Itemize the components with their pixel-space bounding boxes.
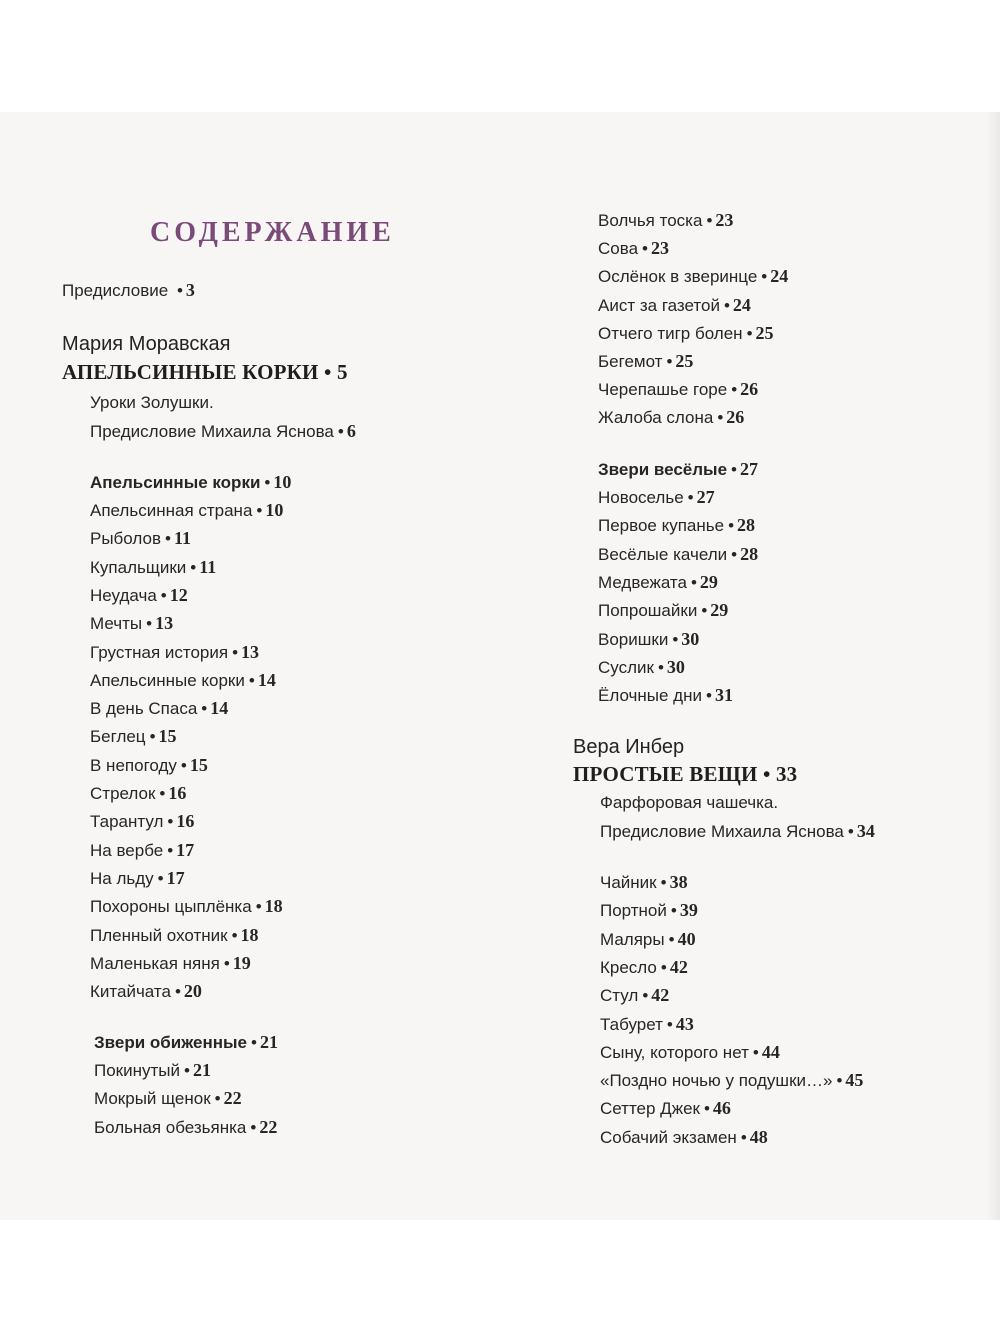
- toc-entry[interactable]: Медвежата • 29: [598, 571, 718, 592]
- toc-entry[interactable]: Бегемот • 25: [598, 351, 694, 371]
- toc-entry[interactable]: В непогоду • 15: [90, 754, 208, 775]
- toc-entry[interactable]: Купальщики • 11: [90, 556, 217, 577]
- toc-entry[interactable]: Черепашье горе • 26: [598, 379, 759, 400]
- toc-entry[interactable]: Маленькая няня • 19: [90, 952, 251, 973]
- toc-entry-preface[interactable]: Предисловие • 3: [62, 280, 195, 300]
- toc-entry[interactable]: Апельсинная страна • 10: [90, 500, 284, 520]
- toc-entry[interactable]: Собачий экзамен • 48: [600, 1126, 768, 1147]
- toc-group-heading[interactable]: Звери весёлые • 27: [598, 459, 758, 479]
- toc-entry[interactable]: Грустная история • 13: [90, 641, 260, 662]
- book-title[interactable]: АПЕЛЬСИННЫЕ КОРКИ • 5: [62, 360, 348, 384]
- toc-entry[interactable]: Тарантул • 16: [90, 811, 195, 832]
- toc-group-heading[interactable]: Апельсинные корки • 10: [90, 472, 292, 492]
- toc-entry[interactable]: Неудача • 12: [90, 584, 188, 605]
- toc-entry[interactable]: Маляры • 40: [600, 928, 696, 949]
- toc-entry[interactable]: Портной • 39: [600, 900, 698, 921]
- book-title[interactable]: ПРОСТЫЕ ВЕЩИ • 33: [573, 762, 798, 786]
- toc-entry[interactable]: На вербе • 17: [90, 839, 195, 860]
- toc-entry[interactable]: В день Спаса • 14: [90, 698, 229, 719]
- toc-entry[interactable]: Весёлые качели • 28: [598, 543, 759, 564]
- toc-entry[interactable]: Волчья тоска • 23: [598, 210, 734, 230]
- toc-entry[interactable]: Сыну, которого нет • 44: [600, 1041, 780, 1062]
- page-edge-shadow: [986, 112, 1000, 1220]
- toc-entry[interactable]: Сова • 23: [598, 238, 669, 259]
- intro-line: Фарфоровая чашечка.: [600, 793, 779, 812]
- toc-entry[interactable]: Первое купанье • 28: [598, 515, 756, 536]
- toc-entry[interactable]: Сеттер Джек • 46: [600, 1098, 731, 1119]
- intro-line: Уроки Золушки.: [90, 393, 214, 412]
- toc-entry[interactable]: Отчего тигр болен • 25: [598, 322, 774, 343]
- toc-entry[interactable]: Кресло • 42: [600, 956, 688, 977]
- toc-entry[interactable]: «Поздно ночью у подушки…» • 45: [600, 1070, 864, 1091]
- toc-entry[interactable]: Похороны цыплёнка • 18: [90, 896, 283, 917]
- toc-entry[interactable]: Больная обезьянка • 22: [94, 1116, 278, 1137]
- toc-entry[interactable]: Новоселье • 27: [598, 487, 715, 507]
- toc-entry[interactable]: Чайник • 38: [600, 872, 688, 892]
- toc-entry[interactable]: Табурет • 43: [600, 1013, 694, 1034]
- toc-entry[interactable]: Стрелок • 16: [90, 783, 187, 803]
- toc-entry[interactable]: Покинутый • 21: [94, 1060, 211, 1080]
- toc-entry[interactable]: Китайчата • 20: [90, 981, 202, 1002]
- toc-entry[interactable]: Ёлочные дни • 31: [598, 685, 733, 706]
- toc-entry-intro[interactable]: Предисловие Михаила Яснова • 34: [600, 821, 875, 841]
- toc-entry[interactable]: Пленный охотник • 18: [90, 924, 259, 945]
- toc-group-heading[interactable]: Звери обиженные • 21: [94, 1032, 278, 1052]
- toc-entry[interactable]: Суслик • 30: [598, 656, 685, 677]
- toc-heading: СОДЕРЖАНИЕ: [150, 216, 395, 248]
- author-name: Вера Инбер: [573, 736, 685, 758]
- toc-entry[interactable]: Апельсинные корки • 14: [90, 669, 276, 690]
- toc-entry[interactable]: Жалоба слона • 26: [598, 407, 745, 428]
- toc-entry[interactable]: Беглец • 15: [90, 726, 177, 747]
- toc-entry[interactable]: Мокрый щенок • 22: [94, 1088, 242, 1109]
- toc-entry[interactable]: Стул • 42: [600, 985, 670, 1006]
- toc-entry[interactable]: Попрошайки • 29: [598, 600, 729, 621]
- toc-entry[interactable]: Мечты • 13: [90, 613, 174, 634]
- toc-entry[interactable]: На льду • 17: [90, 867, 185, 888]
- toc-entry[interactable]: Ослёнок в зверинце • 24: [598, 266, 789, 287]
- toc-entry[interactable]: Рыболов • 11: [90, 528, 191, 549]
- toc-entry-intro[interactable]: Предисловие Михаила Яснова • 6: [90, 421, 356, 441]
- author-name: Мария Моравская: [62, 333, 231, 355]
- toc-entry[interactable]: Воришки • 30: [598, 628, 700, 649]
- toc-entry[interactable]: Аист за газетой • 24: [598, 294, 751, 315]
